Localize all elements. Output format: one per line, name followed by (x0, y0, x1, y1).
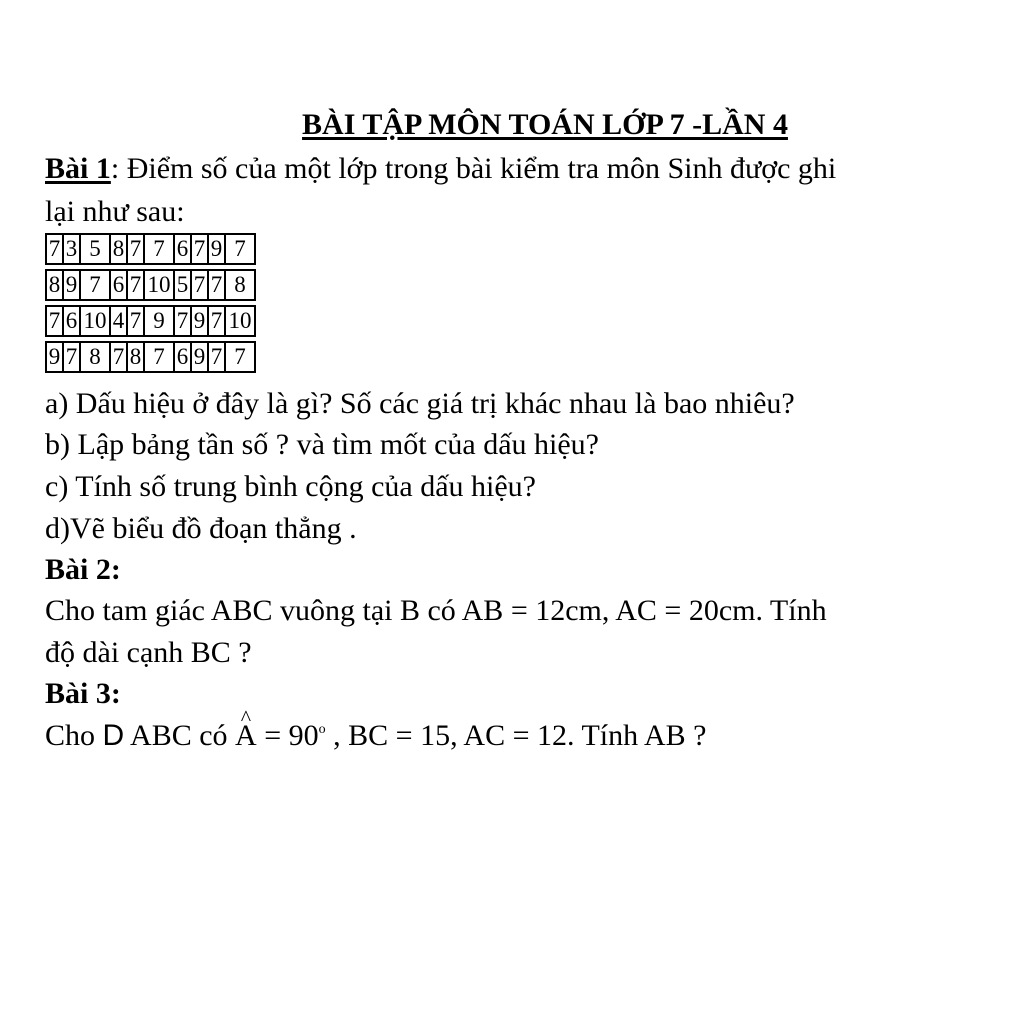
table-cell: 8 (225, 270, 255, 300)
table-cell: 9 (63, 270, 80, 300)
table-cell: 3 (63, 234, 80, 264)
angle-a-hat: ^ A (235, 719, 257, 753)
question-d: d)Vẽ biểu đồ đoạn thẳng . (45, 512, 357, 545)
page-title: BÀI TẬP MÔN TOÁN LỚP 7 -LẦN 4 (302, 108, 788, 141)
table-cell: 5 (80, 234, 110, 264)
table-row (46, 342, 255, 372)
table-cell: 7 (46, 234, 63, 264)
table-cell: 7 (127, 306, 144, 336)
bai1-text-line1: : Điểm số của một lớp trong bài kiểm tra môn Sinh được ghi (110, 152, 837, 185)
table-cell: 7 (144, 342, 174, 372)
table-cell: 7 (174, 306, 191, 336)
table-cell: 9 (191, 342, 208, 372)
table-cell: 7 (225, 234, 255, 264)
table-cell: 7 (80, 270, 110, 300)
bai2-line1: Cho tam giác ABC vuông tại B có AB = 12cm, AC = 20cm. Tính (45, 594, 827, 627)
table-cell: 10 (144, 270, 174, 300)
bai1-intro-line2: lại như sau: (45, 195, 185, 228)
bai1-intro-line1 (45, 152, 836, 186)
table-cell: 9 (191, 306, 208, 336)
table-cell: 7 (46, 306, 63, 336)
table-cell: 7 (144, 234, 174, 264)
question-c: c) Tính số trung bình cộng của dấu hiệu? (45, 470, 536, 503)
table-cell: 8 (80, 342, 110, 372)
table-cell: 6 (63, 306, 80, 336)
table-cell: 9 (46, 342, 63, 372)
table-cell: 7 (127, 234, 144, 264)
table-cell: 7 (191, 270, 208, 300)
question-b: b) Lập bảng tần số ? và tìm mốt của dấu hiệu? (45, 428, 599, 461)
table-cell: 4 (110, 306, 127, 336)
table-cell: 7 (208, 270, 225, 300)
table-cell: 6 (174, 234, 191, 264)
table-row (46, 306, 255, 336)
table-cell: 8 (110, 234, 127, 264)
table-cell: 7 (110, 342, 127, 372)
table-row (46, 270, 255, 300)
table-cell: 8 (46, 270, 63, 300)
bai3-after-delta: ABC có (124, 719, 236, 752)
table-cell: 9 (144, 306, 174, 336)
table-cell: 7 (208, 342, 225, 372)
bai3-rest: , BC = 15, AC = 12. Tính AB ? (325, 719, 707, 752)
bai3-heading: Bài 3: (45, 677, 121, 710)
table-cell: 6 (110, 270, 127, 300)
degree-symbol: o (318, 722, 326, 737)
table-cell: 8 (127, 342, 144, 372)
bai3-line (45, 719, 706, 753)
bai2-line2: độ dài cạnh BC ? (45, 636, 252, 669)
table-cell: 5 (174, 270, 191, 300)
table-cell: 7 (225, 342, 255, 372)
triangle-symbol: D (102, 719, 125, 752)
table-cell: 7 (127, 270, 144, 300)
table-cell: 6 (174, 342, 191, 372)
table-row (46, 234, 255, 264)
table-cell: 7 (63, 342, 80, 372)
bai3-prefix: Cho (45, 719, 103, 752)
table-cell: 7 (208, 306, 225, 336)
question-a: a) Dấu hiệu ở đây là gì? Số các giá trị khác nhau là bao nhiêu? (45, 387, 795, 420)
scores-table (45, 233, 256, 373)
table-cell: 7 (191, 234, 208, 264)
table-cell: 10 (80, 306, 110, 336)
bai2-heading: Bài 2: (45, 553, 121, 586)
table-cell: 10 (225, 306, 255, 336)
table-cell: 9 (208, 234, 225, 264)
bai3-angle-eq: = 90 (256, 719, 319, 752)
bai1-heading: Bài 1 (45, 152, 111, 185)
